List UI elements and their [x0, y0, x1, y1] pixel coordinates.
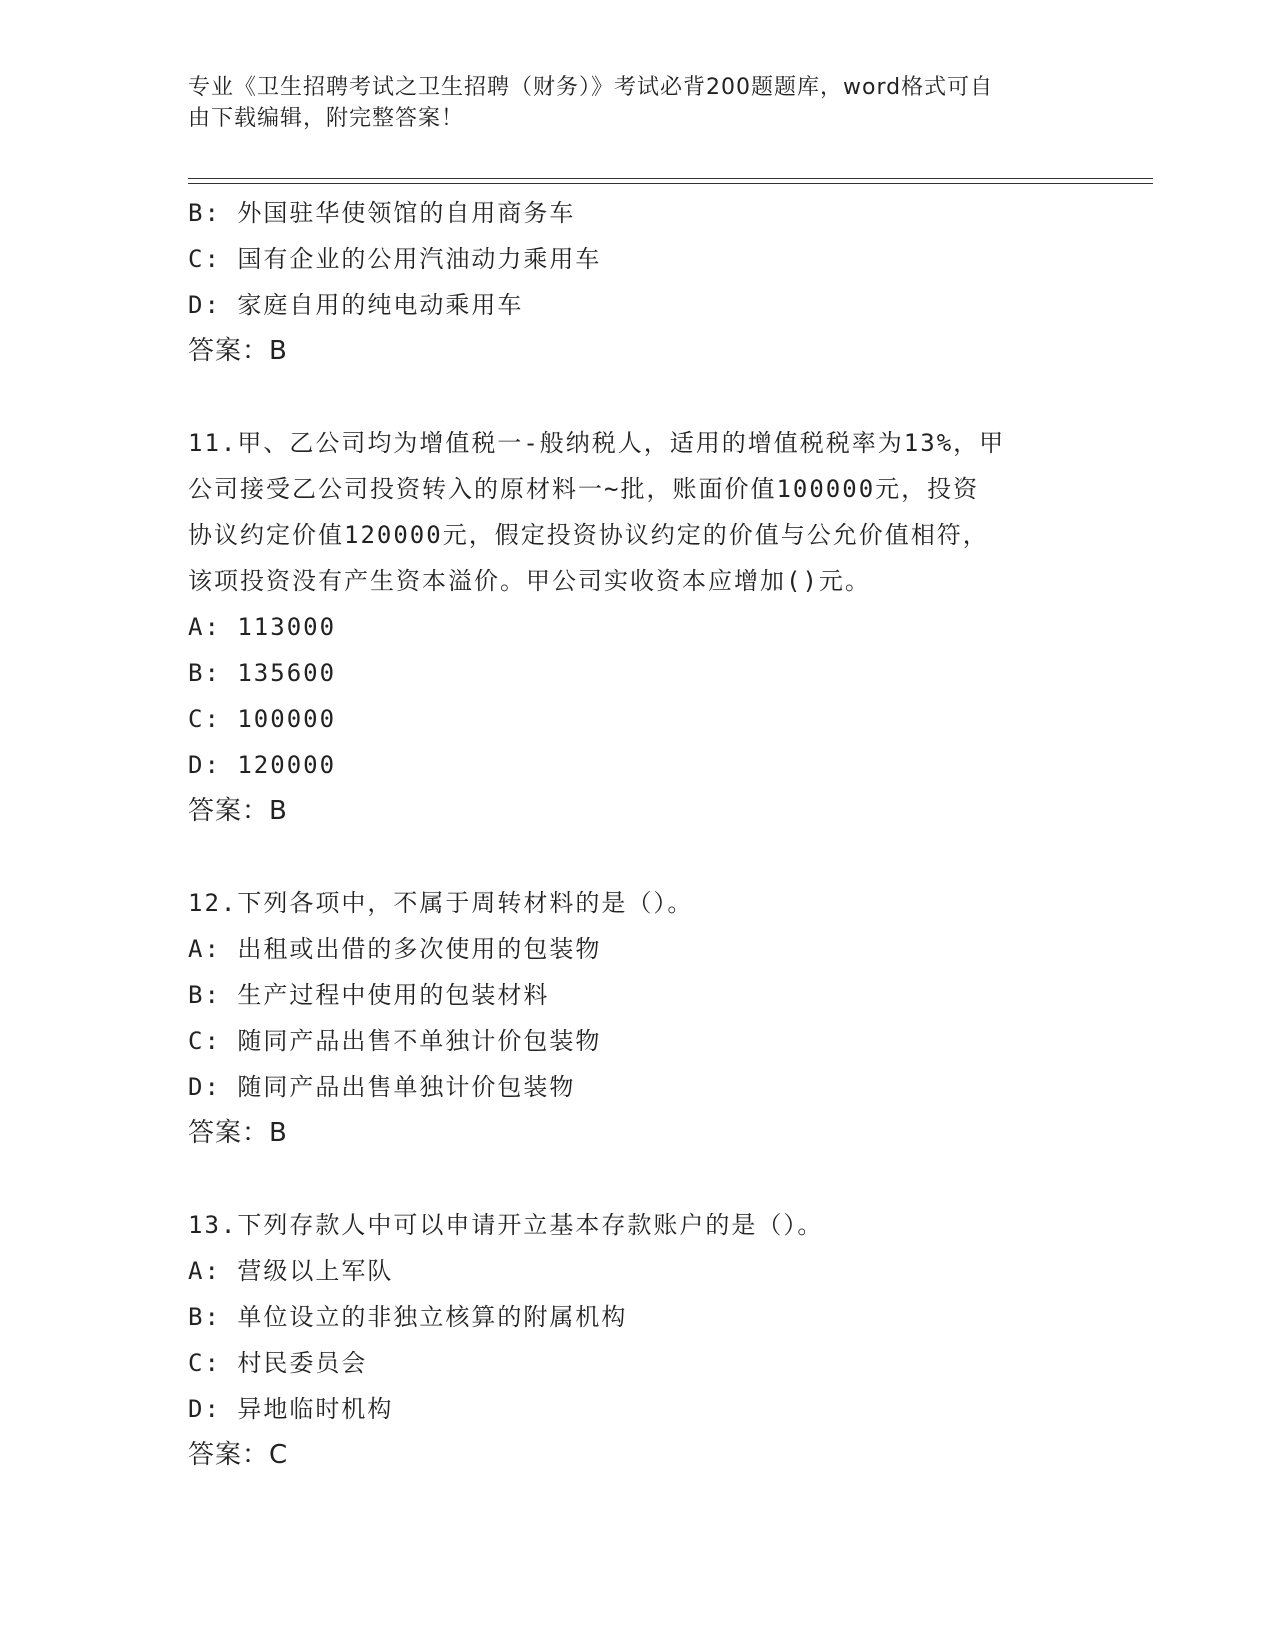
option-b: B: 单位设立的非独立核算的附属机构	[188, 1303, 628, 1331]
option-c: C: 随同产品出售不单独计价包装物	[188, 1027, 602, 1055]
option-b: B: 外国驻华使领馆的自用商务车	[188, 199, 576, 227]
option-d: D: 异地临时机构	[188, 1395, 394, 1423]
answer-label: 答案：C	[188, 1440, 289, 1470]
option-a: A: 113000	[188, 613, 337, 641]
option-c: C: 国有企业的公用汽油动力乘用车	[188, 245, 602, 273]
answer-label: 答案：B	[188, 336, 288, 366]
question-stem-line: 公司接受乙公司投资转入的原材料一~批，账面价值100000元，投资	[188, 475, 980, 503]
question-stem-line: 协议约定价值120000元，假定投资协议约定的价值与公允价值相符，	[188, 521, 989, 549]
option-c: C: 村民委员会	[188, 1349, 368, 1377]
option-d: D: 120000	[188, 751, 337, 779]
spacer	[188, 834, 1108, 880]
question-stem-line: 12.下列各项中，不属于周转材料的是（）。	[188, 889, 694, 917]
answer-label: 答案：B	[188, 796, 288, 826]
option-b: B: 生产过程中使用的包装材料	[188, 981, 550, 1009]
question-11	[188, 420, 1108, 834]
question-list	[188, 190, 1108, 1478]
option-b: B: 135600	[188, 659, 337, 687]
option-d: D: 随同产品出售单独计价包装物	[188, 1073, 576, 1101]
spacer	[188, 1156, 1108, 1202]
option-c: C: 100000	[188, 705, 337, 733]
question-13	[188, 1202, 1108, 1478]
question-stem-line: 11.甲、乙公司均为增值税一-般纳税人，适用的增值税税率为13%，甲	[188, 429, 1006, 457]
question-12	[188, 880, 1108, 1156]
question-10-continued	[188, 190, 1108, 374]
document-header	[188, 72, 1068, 134]
answer-label: 答案：B	[188, 1118, 288, 1148]
question-stem-line: 该项投资没有产生资本溢价。甲公司实收资本应增加()元。	[188, 567, 871, 595]
option-d: D: 家庭自用的纯电动乘用车	[188, 291, 524, 319]
header-line-1: 专业《卫生招聘考试之卫生招聘（财务）》考试必背200题题库，word格式可自	[188, 75, 994, 100]
option-a: A: 出租或出借的多次使用的包装物	[188, 935, 602, 963]
header-divider-bottom	[188, 183, 1153, 184]
header-divider-top	[188, 178, 1153, 179]
header-line-2: 由下载编辑，附完整答案！	[188, 106, 465, 131]
option-a: A: 营级以上军队	[188, 1257, 394, 1285]
spacer	[188, 374, 1108, 420]
question-stem-line: 13.下列存款人中可以申请开立基本存款账户的是（）。	[188, 1211, 824, 1239]
